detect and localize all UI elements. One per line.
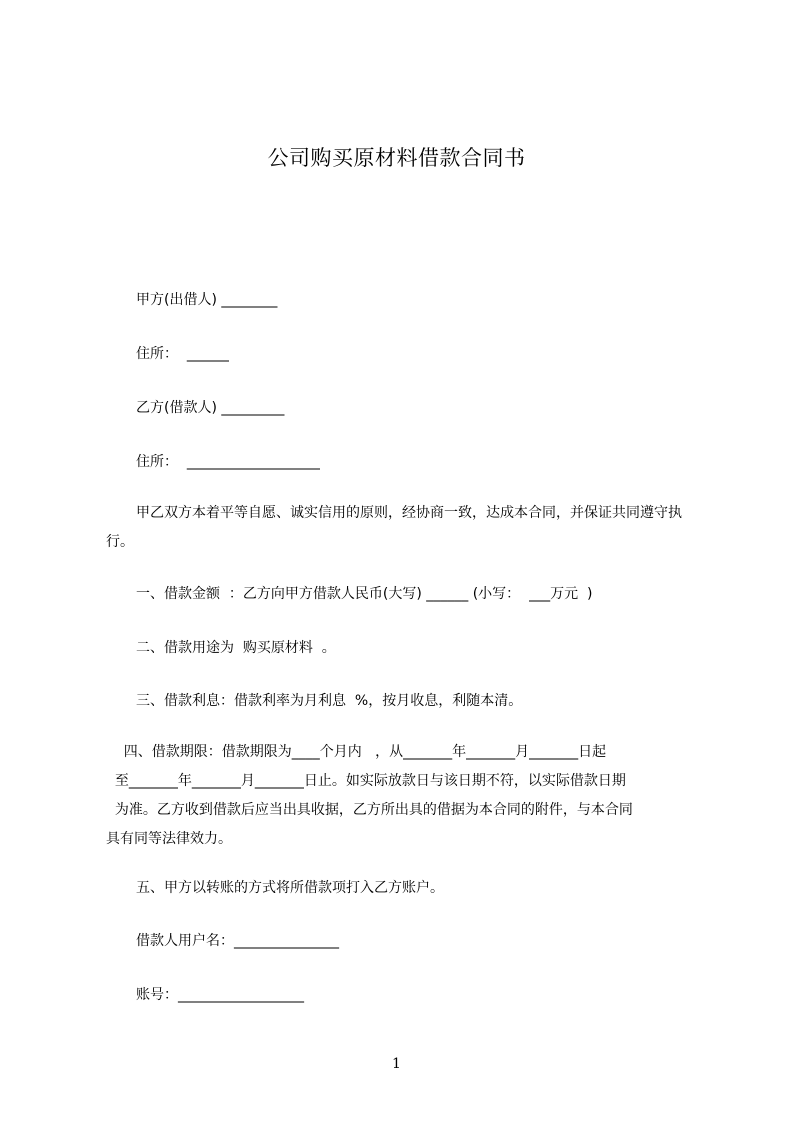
party-b-address-line: 住所： ___________________ bbox=[136, 454, 320, 470]
clause-5-transfer: 五、甲方以转账的方式将所借款项打入乙方账户。 bbox=[136, 880, 444, 896]
document-title: 公司购买原材料借款合同书 bbox=[267, 146, 526, 170]
clause-4-line-3: 为准。乙方收到借款后应当出具收据，乙方所出具的借据为本合同的附件，与本合同 bbox=[106, 802, 633, 818]
clause-4-line-2: 至_______年_______月_______日止。如实际放款日与该日期不符，以实际借款日期 bbox=[106, 773, 626, 789]
clause-3-interest: 三、借款利息：借款利率为月利息 %，按月收息，利随本清。 bbox=[136, 693, 523, 709]
party-b-line: 乙方(借款人) _________ bbox=[136, 400, 285, 416]
clause-1-amount: 一、借款金额 ：乙方向甲方借款人民币(大写) ______ (小写： ___万元 ) bbox=[136, 586, 593, 602]
account-line: 账号：__________________ bbox=[136, 987, 304, 1003]
page-number: 1 bbox=[392, 1056, 401, 1072]
borrower-name-line: 借款人用户名：_______________ bbox=[136, 933, 339, 949]
party-a-line: 甲方(出借人) ________ bbox=[136, 292, 278, 308]
party-a-address-line: 住所： ______ bbox=[136, 346, 229, 362]
clause-4-line-4: 具有同等法律效力。 bbox=[106, 831, 232, 847]
clause-2-purpose: 二、借款用途为 购买原材料 。 bbox=[136, 640, 336, 656]
clause-4-term bbox=[106, 738, 702, 854]
preamble-paragraph: 甲乙双方本着平等自愿、诚实信用的原则，经协商一致，达成本合同，并保证共同遵守执行。 bbox=[106, 505, 682, 550]
clause-4-line-1: 四、借款期限：借款期限为____个月内 ，从_______年_______月_______日起 bbox=[106, 744, 607, 760]
